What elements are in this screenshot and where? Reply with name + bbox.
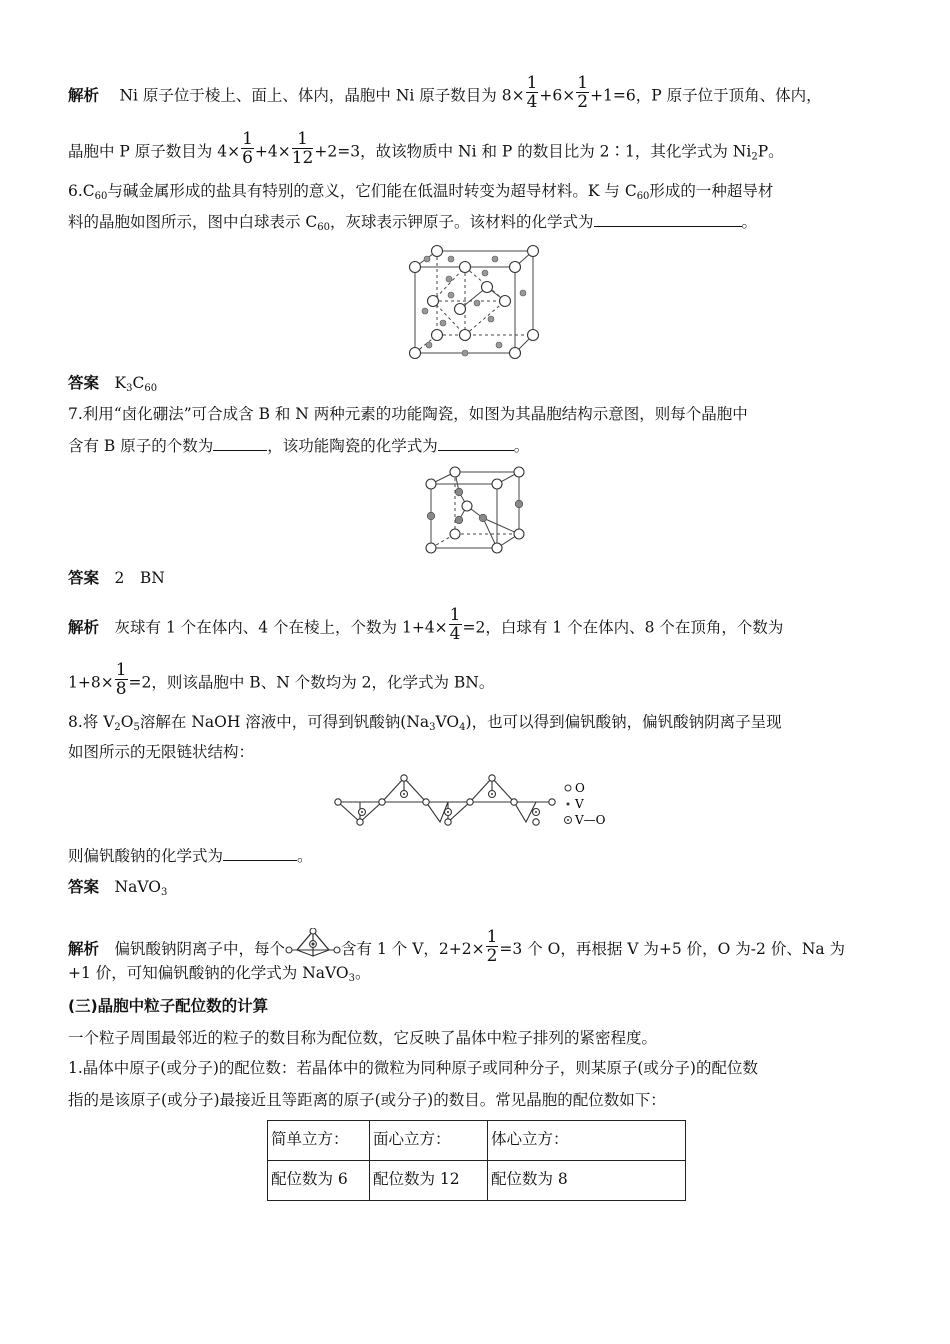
section-paragraph-2-line-1: 1.晶体中原子(或分子)的配位数：若晶体中的微粒为同种原子或同种分子，则某原子(或分子)的配位数	[68, 1059, 758, 1077]
q7-answer: 答案 2 BN	[68, 569, 165, 587]
answer-blank[interactable]	[594, 212, 742, 227]
vanadate-chain-figure	[330, 770, 620, 836]
fraction: $\frac{1}{2}$	[486, 926, 498, 966]
table-cell: 体心立方：	[488, 1121, 686, 1161]
coordination-number-table	[267, 1120, 686, 1201]
q7-line-1: 7.利用“卤化硼法”可合成含 B 和 N 两种元素的功能陶瓷，如图为其晶胞结构示意图，则每个晶胞中	[68, 405, 748, 423]
q7-analysis-line-2: 1+8× $\frac{1}{8}$ =2，则该晶胞中 B、N 个数均为 2，化学式为 BN。	[68, 660, 495, 699]
legend-o: O	[575, 781, 585, 795]
q8-answer: 答案 NaVO$_3$	[68, 878, 168, 898]
k-c60-unit-cell-figure	[405, 243, 545, 363]
q7-line-2: 含有 B 原子的个数为 ，该功能陶瓷的化学式为 。	[68, 437, 530, 455]
table-cell: 配位数为 6	[268, 1161, 370, 1201]
bn-unit-cell-figure	[421, 466, 531, 558]
analysis-label: 解析	[68, 940, 100, 958]
q6-line-2: 料的晶胞如图所示，图中白球表示 $C_{60}$，灰球表示钾原子。该材料的化学式为 。	[68, 213, 758, 233]
answer-blank[interactable]	[223, 846, 297, 861]
q8-line-1: 8.将 $V_2O_5$溶解在 NaOH 溶液中，可得到钒酸钠$(Na_3VO_4)$，也可以得到偏钒酸钠，偏钒酸钠阴离子呈现	[68, 713, 782, 733]
table-cell: 配位数为 12	[370, 1161, 488, 1201]
answer-blank[interactable]	[438, 436, 514, 451]
q6-line-1: $6.C_{60}$与碱金属形成的盐具有特别的意义，它们能在低温时转变为超导材料。K 与 $C_{60}$形成的一种超导材	[68, 182, 774, 202]
q8-line-2: 如图所示的无限链状结构：	[68, 743, 255, 761]
q8-analysis-line-1: 解析 偏钒酸钠阴离子中，每个 含有 1 个 V，2+2× $\frac{1}{2}$ =3 个 O，再根据 V 为+5 价，O 为-2 价、Na 为	[68, 926, 846, 966]
table-row	[268, 1121, 686, 1161]
legend-v: V	[575, 797, 584, 811]
q8-line-3: 则偏钒酸钠的化学式为 。	[68, 847, 313, 865]
table-cell: 面心立方：	[370, 1121, 488, 1161]
answer-blank[interactable]	[213, 436, 267, 451]
q7-analysis-line-1: 解析 灰球有 1 个在体内、4 个在棱上，个数为 1+4× $\frac{1}{4}$ =2，白球有 1 个在体内、8 个在顶角，个数为	[68, 605, 784, 644]
q6-answer: 答案 $K_3C_{60}$	[68, 374, 158, 394]
section-paragraph-2-line-2: 指的是该原子(或分子)最接近且等距离的原子(或分子)的数目。常见晶胞的配位数如下：	[68, 1091, 666, 1109]
fraction: $\frac{1}{6}$	[242, 129, 253, 168]
answer-label: 答案	[68, 878, 100, 896]
answer-label: 答案	[68, 374, 100, 392]
fraction: $\frac{1}{2}$	[577, 73, 589, 112]
q8-analysis-line-2: +1 价，可知偏钒酸钠的化学式为 NaVO$_3$。	[68, 964, 371, 984]
q5-analysis-line-1: 解析 Ni 原子位于棱上、面上、体内，晶胞中 Ni 原子数目为 8× $\frac{1}{4}$ +6× $\frac{1}{2}$ +1=6，P 原子位于顶角、体内，	[68, 73, 822, 112]
legend-vo: V—O	[575, 813, 606, 827]
table-cell: 配位数为 8	[488, 1161, 686, 1201]
analysis-label: 解析	[68, 86, 100, 105]
answer-label: 答案	[68, 569, 100, 587]
section-heading: (三)晶胞中粒子配位数的计算	[68, 997, 269, 1015]
table-row	[268, 1161, 686, 1201]
analysis-label: 解析	[68, 618, 100, 637]
q5-analysis-line-2: 晶胞中 P 原子数目为 4× $\frac{1}{6}$ +4× $\frac{1}{12}$ +2=3，故该物质中 Ni 和 P 的数目比为 2∶1，其化学式为 $Ni_2P$。	[68, 129, 784, 168]
vo4-tetrahedron-icon	[285, 928, 341, 960]
section-paragraph-1: 一个粒子周围最邻近的粒子的数目称为配位数，它反映了晶体中粒子排列的紧密程度。	[68, 1029, 658, 1047]
fraction: $\frac{1}{8}$	[115, 660, 127, 699]
table-cell: 简单立方：	[268, 1121, 370, 1161]
fraction: $\frac{1}{4}$	[526, 73, 538, 112]
fraction: $\frac{1}{12}$	[291, 129, 314, 168]
fraction: $\frac{1}{4}$	[449, 605, 461, 644]
chain-legend	[565, 781, 606, 827]
